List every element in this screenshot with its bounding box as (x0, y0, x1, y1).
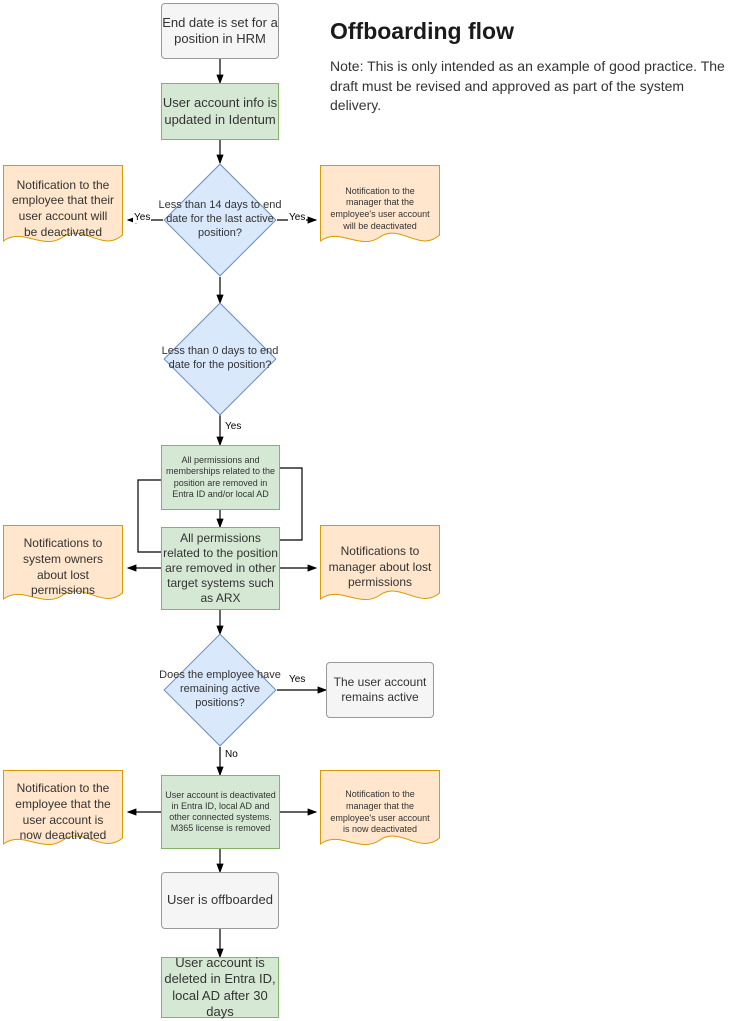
edge-label-no-remaining: No (225, 749, 238, 760)
node-account-remains-active[interactable]: The user account remains active (326, 662, 434, 718)
decision-0-days-label: Less than 0 days to end date for the position? (161, 345, 279, 371)
edge-label-yes-d0: Yes (225, 421, 242, 432)
header-note: Note: This is only intended as an example of good practice. The draft must be revised and approved as part of the system delivery. (330, 58, 725, 114)
decision-remaining-positions-label: Does the employee have remaining active positions? (159, 669, 281, 709)
note-text: Notification to the manager that the employee's user account is now deactivated (330, 789, 430, 835)
note-employee-now-deactivated[interactable] (3, 770, 123, 855)
node-start[interactable]: End date is set for a position in HRM (161, 3, 279, 59)
note-text: Notification to the employee that their user account will be deactivated (11, 177, 115, 239)
note-text: Notifications to system owners about lost permissions (22, 536, 104, 598)
note-manager-will-be-deactivated[interactable] (320, 165, 440, 253)
node-account-deleted[interactable]: User account is deleted in Entra ID, local AD after 30 days (161, 957, 279, 1018)
node-decision-0-days[interactable] (161, 319, 279, 399)
node-permissions-entra[interactable]: All permissions and memberships related to the position are removed in Entra ID and/or local AD (161, 445, 280, 510)
note-text: Notifications to manager about lost permissions (328, 544, 432, 590)
note-manager-now-deactivated[interactable] (320, 770, 440, 855)
page-title: Offboarding flow (330, 18, 514, 44)
note-manager-lost-permissions[interactable] (320, 525, 440, 610)
note-text: Notification to the manager that the employee's user account will be deactivated (330, 185, 430, 231)
decision-14-days-label: Less than 14 days to end date for the last active position? (158, 199, 282, 239)
note-text: Notification to the employee that the user account is now deactivated (15, 781, 111, 843)
note-system-owners-lost-permissions[interactable] (3, 525, 123, 610)
node-decision-remaining-positions[interactable] (159, 650, 281, 730)
node-account-deactivated[interactable]: User account is deactivated in Entra ID, local AD and other connected systems. M365 license is removed (161, 775, 280, 849)
edge-label-yes-right-14: Yes (289, 212, 306, 223)
note-employee-will-be-deactivated[interactable] (3, 165, 123, 253)
node-decision-14-days[interactable] (158, 180, 282, 260)
node-identum-update[interactable]: User account info is updated in Identum (161, 83, 279, 140)
node-permissions-other-systems[interactable]: All permissions related to the position are removed in other target systems such as ARX (161, 527, 280, 610)
node-user-offboarded[interactable]: User is offboarded (161, 872, 279, 929)
edge-label-yes-remaining: Yes (289, 674, 306, 685)
edge-label-yes-left-14: Yes (134, 212, 151, 223)
